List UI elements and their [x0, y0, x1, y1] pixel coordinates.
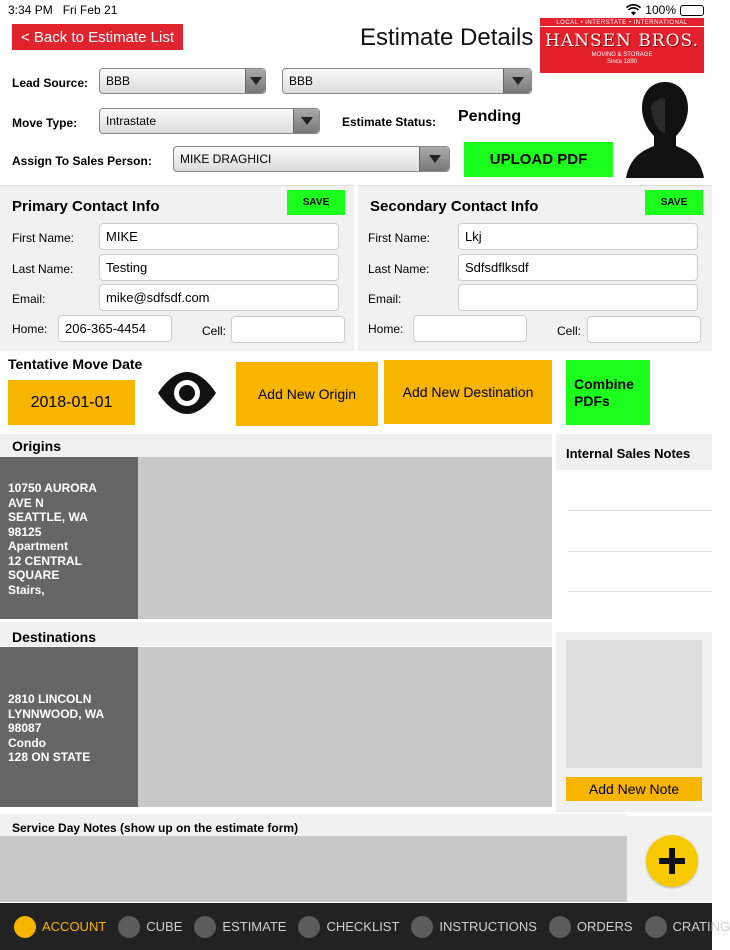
tab-crating[interactable]	[645, 916, 730, 938]
secondary-last-name-input[interactable]: Sdfsdflksdf	[458, 254, 698, 281]
tentative-move-date-label: Tentative Move Date	[8, 356, 143, 372]
lead-source-label: Lead Source:	[12, 76, 89, 90]
status-bar	[0, 0, 712, 20]
chevron-down-icon	[293, 109, 319, 133]
back-to-estimate-list-button[interactable]: < Back to Estimate List	[12, 24, 183, 50]
sales-person-value: MIKE DRAGHICI	[180, 152, 272, 166]
bottom-tab-bar	[0, 903, 730, 950]
secondary-contact-panel	[358, 185, 712, 351]
service-day-notes-textarea[interactable]	[0, 836, 627, 902]
logo-since: Since 1890	[606, 59, 638, 65]
secondary-last-name-label: Last Name:	[368, 262, 430, 276]
move-type-label: Move Type:	[12, 116, 78, 130]
primary-email-label: Email:	[12, 292, 46, 306]
notes-divider	[568, 510, 712, 511]
destination-line: 98087	[8, 721, 42, 735]
tab-dot-icon	[645, 916, 667, 938]
lead-source-value: BBB	[106, 74, 131, 88]
status-time: 3:34 PM Fri Feb 21	[8, 3, 118, 17]
new-note-textarea[interactable]	[566, 640, 702, 768]
notes-divider	[568, 591, 712, 592]
move-type-value: Intrastate	[106, 114, 157, 128]
upload-pdf-button[interactable]: UPLOAD PDF	[464, 142, 613, 177]
secondary-home-input[interactable]	[413, 315, 527, 342]
battery-percent: 100%	[645, 3, 676, 17]
origin-line: SQUARE	[8, 568, 60, 582]
tab-label: CRATING	[672, 919, 730, 934]
origins-title: Origins	[12, 438, 62, 454]
tab-label: CUBE	[146, 919, 183, 934]
add-new-origin-button[interactable]: Add New Origin	[236, 362, 378, 426]
tab-dot-icon	[298, 916, 320, 938]
tab-dot-icon	[549, 916, 571, 938]
primary-last-name-label: Last Name:	[12, 262, 74, 276]
chevron-down-icon	[245, 69, 265, 93]
primary-cell-label: Cell:	[202, 324, 227, 338]
origin-line: 12 CENTRAL	[8, 553, 83, 568]
add-new-note-button[interactable]: Add New Note	[566, 777, 702, 801]
origin-line: SEATTLE, WA	[8, 510, 88, 524]
page-title: Estimate Details	[360, 24, 534, 51]
estimate-status-label: Estimate Status:	[342, 115, 437, 129]
status-right	[626, 3, 704, 17]
primary-last-name-input[interactable]: Testing	[99, 254, 339, 281]
tab-cube[interactable]	[118, 916, 182, 938]
lead-source-detail-value: BBB	[289, 74, 314, 88]
combine-pdfs-button[interactable]	[566, 360, 650, 425]
tab-dot-icon	[194, 916, 216, 938]
tab-orders[interactable]	[549, 916, 633, 938]
contact-avatar-icon	[624, 76, 706, 178]
chevron-down-icon	[503, 69, 531, 93]
company-logo	[540, 18, 704, 73]
tab-dot-icon	[118, 916, 140, 938]
destination-line: Condo	[8, 735, 46, 750]
primary-save-button[interactable]: SAVE	[287, 190, 345, 215]
primary-home-label: Home:	[12, 322, 48, 336]
primary-cell-input[interactable]	[231, 316, 345, 343]
origins-header	[0, 434, 552, 458]
origin-line: 98125	[8, 524, 42, 539]
notes-divider	[568, 551, 712, 552]
secondary-first-name-input[interactable]: Lkj	[458, 223, 698, 250]
secondary-cell-input[interactable]	[587, 316, 701, 343]
secondary-save-button[interactable]: SAVE	[645, 190, 703, 215]
tab-estimate[interactable]	[194, 916, 286, 938]
primary-first-name-input[interactable]: MIKE	[99, 223, 339, 250]
tab-checklist[interactable]	[298, 916, 399, 938]
secondary-email-label: Email:	[368, 292, 402, 306]
destinations-list-area	[138, 647, 552, 807]
tab-label: ORDERS	[576, 919, 633, 934]
plus-icon	[657, 846, 687, 876]
sales-person-select[interactable]	[173, 146, 450, 172]
origin-line: Stairs,	[8, 582, 45, 597]
primary-contact-panel	[0, 185, 354, 351]
chevron-down-icon	[419, 147, 449, 171]
primary-contact-title: Primary Contact Info	[12, 198, 160, 215]
service-day-notes-label: Service Day Notes (show up on the estimate form)	[12, 821, 299, 835]
tab-label: INSTRUCTIONS	[439, 919, 537, 934]
tab-instructions[interactable]	[411, 916, 537, 938]
internal-sales-notes-title: Internal Sales Notes	[566, 446, 691, 461]
eye-icon[interactable]	[156, 370, 218, 416]
logo-top-text: LOCAL • INTERSTATE • INTERNATIONAL	[540, 18, 704, 27]
destination-line: 128 ON STATE	[8, 750, 91, 764]
battery-icon	[680, 5, 704, 16]
lead-source-select[interactable]	[99, 68, 266, 94]
tab-label: ESTIMATE	[222, 919, 287, 934]
tab-label: ACCOUNT	[42, 919, 107, 934]
tab-dot-icon	[411, 916, 433, 938]
logo-sub-text: MOVING & STORAGE	[591, 52, 653, 58]
secondary-home-label: Home:	[368, 322, 404, 336]
destination-line: LYNNWOOD, WA	[8, 706, 105, 721]
combine-line-1: Combine	[574, 375, 634, 392]
notes-list[interactable]	[556, 470, 712, 632]
secondary-contact-title: Secondary Contact Info	[370, 198, 539, 215]
tab-account[interactable]	[14, 916, 106, 938]
estimate-status-value: Pending	[458, 108, 522, 125]
secondary-cell-label: Cell:	[557, 324, 582, 338]
add-new-destination-button[interactable]: Add New Destination	[384, 360, 552, 424]
origin-line: 10750 AURORA	[8, 481, 97, 495]
wifi-icon	[626, 5, 641, 16]
origins-list-area	[138, 457, 552, 619]
add-button[interactable]	[646, 835, 698, 887]
combine-line-2: PDFs	[574, 392, 610, 409]
secondary-first-name-label: First Name:	[368, 231, 431, 245]
destination-line: 2810 LINCOLN	[8, 692, 92, 706]
origin-address-card[interactable]	[0, 457, 138, 619]
destination-address-card[interactable]	[0, 647, 138, 807]
tab-dot-icon	[14, 916, 36, 938]
move-date-button[interactable]: 2018-01-01	[8, 380, 135, 425]
assign-sales-person-label: Assign To Sales Person:	[12, 154, 152, 168]
secondary-email-input[interactable]	[458, 284, 698, 311]
primary-home-input[interactable]: 206-365-4454	[58, 315, 172, 342]
destinations-title: Destinations	[12, 629, 97, 645]
origin-line: Apartment	[8, 539, 69, 553]
primary-first-name-label: First Name:	[12, 231, 75, 245]
origin-line: AVE N	[8, 495, 44, 510]
move-type-select[interactable]	[99, 108, 320, 134]
tab-label: CHECKLIST	[326, 919, 400, 934]
primary-email-input[interactable]: mike@sdfsdf.com	[99, 284, 339, 311]
lead-source-detail-select[interactable]	[282, 68, 532, 94]
logo-brand: HANSEN BROS.	[545, 31, 699, 51]
